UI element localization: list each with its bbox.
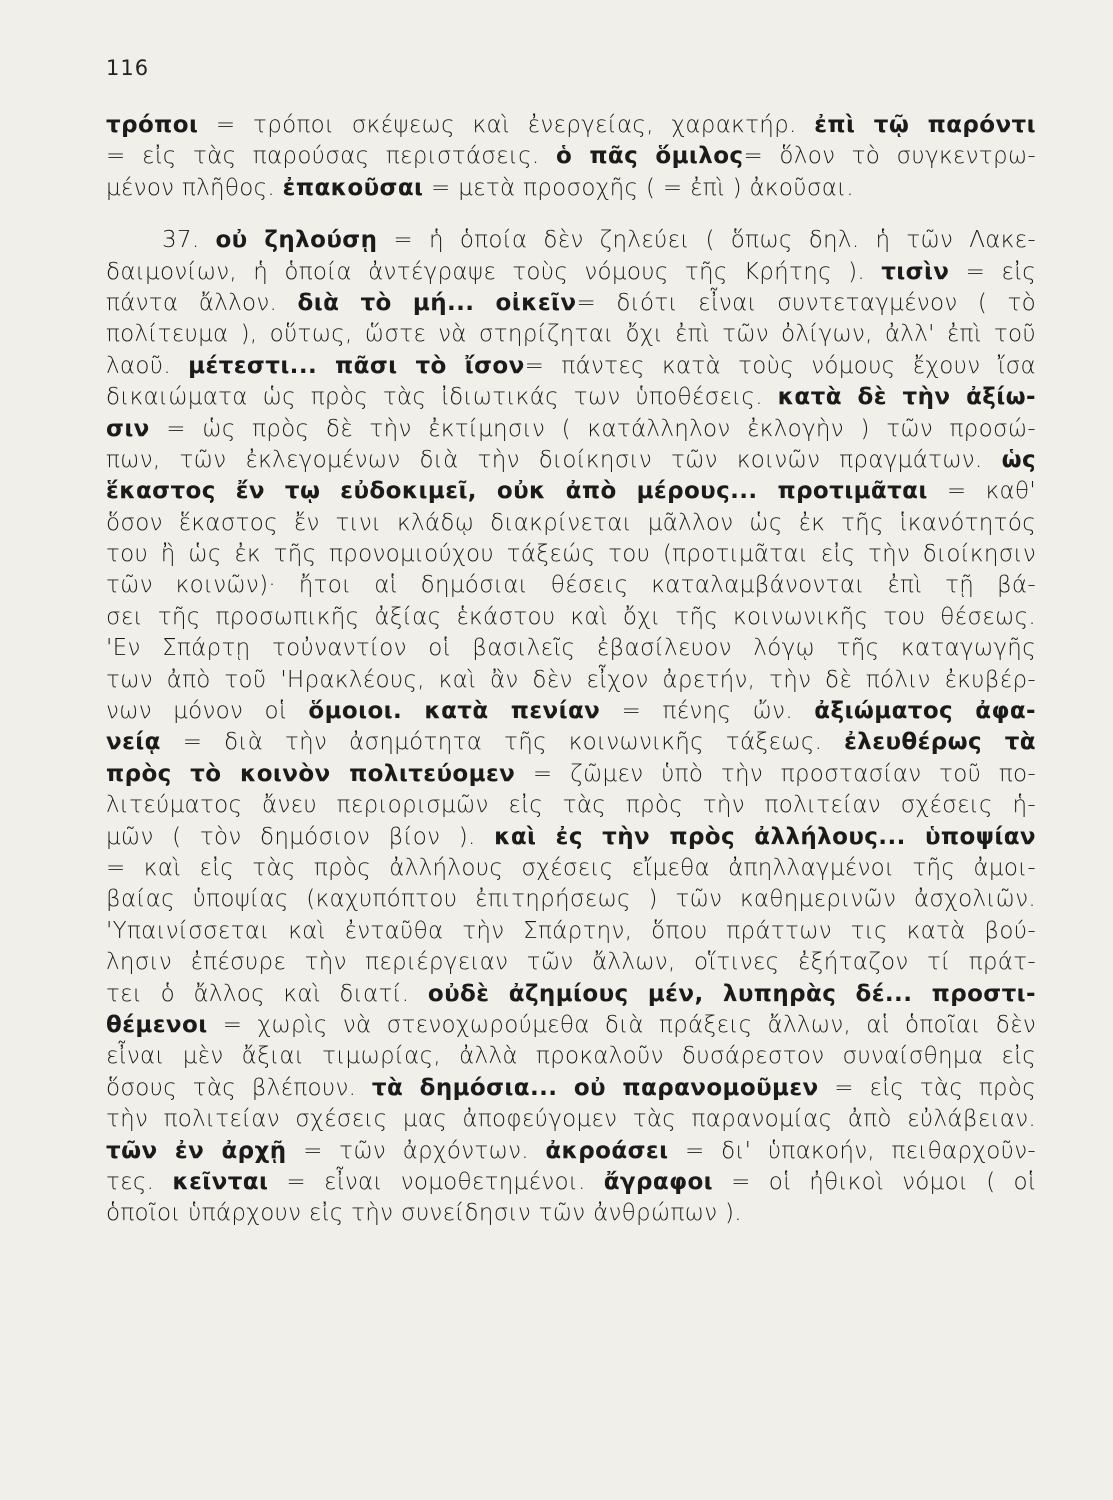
- lemma-term: ἐλευθέρως τὰ: [844, 729, 1037, 756]
- text-line: [106, 539, 1036, 570]
- gloss-text: 'Εν Σπάρτῃ τοὐναντίον οἱ βασιλεῖς ἐβασίλευον λόγῳ τῆς καταγωγῆς: [106, 635, 1036, 662]
- gloss-text: = πάντες κατὰ τοὺς νόμους ἔχουν ἴσα: [524, 352, 1036, 379]
- text-line: [106, 445, 1036, 476]
- lemma-term: καὶ ἐς τὴν πρὸς ἀλλήλους... ὑποψίαν: [494, 823, 1036, 850]
- text-line: [106, 759, 1036, 790]
- gloss-text: = τρόποι σκέψεως καὶ ἐνεργείας, χαρακτήρ.: [198, 112, 815, 138]
- text-line: [106, 727, 1036, 758]
- gloss-text: λησιν ἐπέσυρε τὴν περιέργειαν τῶν ἄλλων, οἵτινες ἐξήταζον τί πράτ-: [106, 949, 1036, 976]
- gloss-text: πολίτευμα ), οὕτως, ὥστε νὰ στηρίζηται ὄχι ἐπὶ τῶν ὀλίγων, ἀλλ' ἐπὶ τοῦ: [106, 321, 1036, 348]
- lemma-term: ἐπακοῦσαι: [282, 174, 424, 201]
- text-line: [106, 110, 1036, 141]
- gloss-text: = διὰ τὴν ἀσημότητα τῆς κοινωνικῆς τάξεως.: [160, 729, 845, 756]
- lemma-term: τισὶν: [881, 258, 950, 285]
- gloss-text: μένον πλῆθος.: [106, 174, 283, 201]
- page-number: 116: [106, 56, 150, 80]
- lemma-term: τῶν ἐν ἀρχῇ: [106, 1137, 287, 1164]
- gloss-text: = πένης ὤν.: [600, 698, 815, 725]
- gloss-text: = εἰς τὰς πρὸς: [818, 1074, 1037, 1101]
- gloss-text: = εἰς τὰς παρούσας περιστάσεις.: [106, 143, 556, 170]
- text-line: [106, 351, 1036, 382]
- text-line: [106, 1010, 1036, 1041]
- gloss-text: λαοῦ.: [106, 352, 189, 379]
- text-line: [106, 696, 1036, 727]
- gloss-text: δικαιώματα ὡς πρὸς τὰς ἰδιωτικάς των ὑποθέσεις.: [106, 384, 778, 411]
- text-line: [106, 947, 1036, 978]
- text-line: [106, 853, 1036, 884]
- lemma-term: ἄγραφοι: [603, 1168, 714, 1195]
- text-line: [106, 1198, 1036, 1229]
- gloss-text: τες.: [106, 1168, 173, 1195]
- text-line: [106, 570, 1036, 601]
- lemma-term: ἀξιώματος ἀφα-: [814, 698, 1036, 725]
- lemma-term: σιν: [106, 415, 150, 442]
- text-line: [106, 141, 1036, 172]
- lemma-term: ἐπὶ τῷ παρόντι: [814, 112, 1036, 138]
- gloss-text: βαίας ὑποψίας (καχυπόπτου ἐπιτηρήσεως ) τῶν καθημερινῶν ἀσχολιῶν.: [106, 886, 1036, 913]
- text-line: [106, 288, 1036, 319]
- gloss-text: ὁποῖοι ὑπάρχουν εἰς τὴν συνείδησιν τῶν ἀνθρώπων ).: [106, 1200, 742, 1227]
- lemma-term: ἕκαστος ἔν τῳ εὐδοκιμεῖ, οὐκ ἀπὸ μέρους... προτιμᾶται: [106, 478, 928, 505]
- text-line: [106, 633, 1036, 664]
- gloss-text: ὅσους τὰς βλέπουν.: [106, 1074, 372, 1101]
- gloss-text: = διότι εἶναι συντεταγμένον ( τὸ: [576, 289, 1036, 316]
- gloss-text: σει τῆς προσωπικῆς ἀξίας ἑκάστου καὶ ὄχι τῆς κοινωνικῆς του θέσεως.: [106, 603, 1036, 630]
- gloss-text: νων μόνον οἱ: [106, 698, 309, 725]
- gloss-text: τει ὁ ἄλλος καὶ διατί.: [106, 980, 428, 1007]
- gloss-text: = ὡς πρὸς δὲ τὴν ἐκτίμησιν ( κατάλληλον ἐκλογὴν ) τῶν προσώ-: [149, 415, 1036, 442]
- text-line: [106, 225, 1036, 256]
- lemma-term: οὐ ζηλούσῃ: [215, 227, 378, 254]
- text-line: [106, 602, 1036, 633]
- text-line: [106, 508, 1036, 539]
- gloss-text: τὴν πολιτείαν σχέσεις μας ἀποφεύγομεν τὰς παρανομίας ἀπὸ εὐλάβειαν.: [106, 1106, 1036, 1133]
- lemma-term: οὐδὲ ἀζημίους μέν, λυπηρὰς δέ... προστι-: [427, 980, 1036, 1007]
- gloss-text: λιτεύματος ἄνευ περιορισμῶν εἰς τὰς πρὸς τὴν πολιτείαν σχέσεις ἡ-: [106, 792, 1036, 819]
- commentary-text: [106, 110, 1036, 1230]
- text-line: [106, 884, 1036, 915]
- lemma-term: διὰ τὸ μή... οἰκεῖν: [297, 289, 577, 316]
- text-line: [106, 790, 1036, 821]
- lemma-term: θέμενοι: [106, 1011, 208, 1038]
- gloss-text: των ἀπὸ τοῦ 'Ηρακλέους, καὶ ἂν δὲν εἶχον ἀρετήν, τὴν δὲ πόλιν ἐκυβέρ-: [106, 666, 1036, 693]
- paragraph-2-section-37: [106, 225, 1036, 1230]
- gloss-text: = ὅλον τὸ συγκεντρω-: [743, 143, 1036, 170]
- gloss-text: τῶν κοινῶν)· ἤτοι αἱ δημόσιαι θέσεις καταλαμβάνονται ἐπὶ τῇ βά-: [106, 572, 1036, 599]
- text-line: [106, 1073, 1036, 1104]
- gloss-text: = χωρὶς νὰ στενοχωρούμεθα διὰ πράξεις ἄλλων, αἱ ὁποῖαι δὲν: [207, 1011, 1036, 1038]
- lemma-term: πρὸς τὸ κοινὸν πολιτεύομεν: [106, 760, 516, 787]
- gloss-text: = οἱ ἠθικοὶ νόμοι ( οἱ: [713, 1168, 1036, 1195]
- lemma-term: νείᾳ: [106, 729, 161, 756]
- gloss-text: = δι' ὑπακοήν, πειθαρχοῦν-: [668, 1137, 1036, 1164]
- gloss-text: μῶν ( τὸν δημόσιον βίον ).: [106, 823, 495, 850]
- text-line: [106, 476, 1036, 507]
- gloss-text: 'Υπαινίσσεται καὶ ἐνταῦθα τὴν Σπάρτην, ὅπου πράττων τις κατὰ βού-: [106, 917, 1036, 944]
- gloss-text: πων, τῶν ἐκλεγομένων διὰ τὴν διοίκησιν τῶν κοινῶν πραγμάτων.: [106, 446, 1002, 473]
- text-line: [106, 382, 1036, 413]
- gloss-text: = ζῶμεν ὑπὸ τὴν προστασίαν τοῦ πο-: [515, 760, 1036, 787]
- gloss-text: = καθ': [927, 478, 1036, 505]
- text-line: [106, 257, 1036, 288]
- gloss-text: δαιμονίων, ἡ ὁποία ἀντέγραψε τοὺς νόμους τῆς Κρήτης ).: [106, 258, 882, 285]
- lemma-term: ὅμοιοι. κατὰ πενίαν: [308, 698, 601, 725]
- text-line: [106, 1041, 1036, 1072]
- text-line: [106, 319, 1036, 350]
- text-line: [106, 979, 1036, 1010]
- text-line: [106, 1167, 1036, 1198]
- text-line: [106, 916, 1036, 947]
- lemma-term: τρόποι: [106, 112, 199, 138]
- gloss-text: πάντα ἄλλον.: [106, 289, 298, 316]
- lemma-term: κεῖνται: [172, 1168, 269, 1195]
- gloss-text: = μετὰ προσοχῆς ( = ἐπὶ ) ἀκοῦσαι.: [423, 174, 855, 201]
- text-line: [106, 414, 1036, 445]
- lemma-term: ὁ πᾶς ὅμιλος: [555, 143, 744, 170]
- gloss-text: = εἰς: [949, 258, 1036, 285]
- gloss-text: εἶναι μὲν ἄξιαι τιμωρίας, ἀλλὰ προκαλοῦν δυσάρεστον συναίσθημα εἰς: [106, 1043, 1036, 1070]
- text-line: [106, 1104, 1036, 1135]
- lemma-term: μέτεστι... πᾶσι τὸ ἴσον: [188, 352, 525, 379]
- gloss-text: = τῶν ἀρχόντων.: [286, 1137, 546, 1164]
- gloss-text: 37.: [162, 227, 216, 254]
- paragraph-gap: [106, 204, 1036, 225]
- lemma-term: κατὰ δὲ τὴν ἀξίω-: [777, 384, 1036, 411]
- lemma-term: ὡς: [1001, 446, 1036, 473]
- paragraph-1: [106, 110, 1036, 204]
- lemma-term: τὰ δημόσια... οὐ παρανομοῦμεν: [371, 1074, 819, 1101]
- lemma-term: ἀκροάσει: [545, 1137, 669, 1164]
- gloss-text: ὅσον ἕκαστος ἔν τινι κλάδῳ διακρίνεται μᾶλλον ὡς ἐκ τῆς ἱκανότητός: [106, 509, 1036, 536]
- gloss-text: = καὶ εἰς τὰς πρὸς ἀλλήλους σχέσεις εἴμεθα ἀπηλλαγμένοι τῆς ἀμοι-: [106, 854, 1036, 881]
- text-line: [106, 822, 1036, 853]
- text-line: [106, 1136, 1036, 1167]
- gloss-text: του ἢ ὡς ἐκ τῆς προνομιούχου τάξεώς του (προτιμᾶται εἰς τὴν διοίκησιν: [106, 541, 1036, 568]
- gloss-text: = ἡ ὁποία δὲν ζηλεύει ( ὅπως δηλ. ἡ τῶν Λακε-: [377, 227, 1036, 254]
- gloss-text: = εἶναι νομοθετημένοι.: [268, 1168, 604, 1195]
- text-line: [106, 665, 1036, 696]
- text-line: [106, 173, 1036, 204]
